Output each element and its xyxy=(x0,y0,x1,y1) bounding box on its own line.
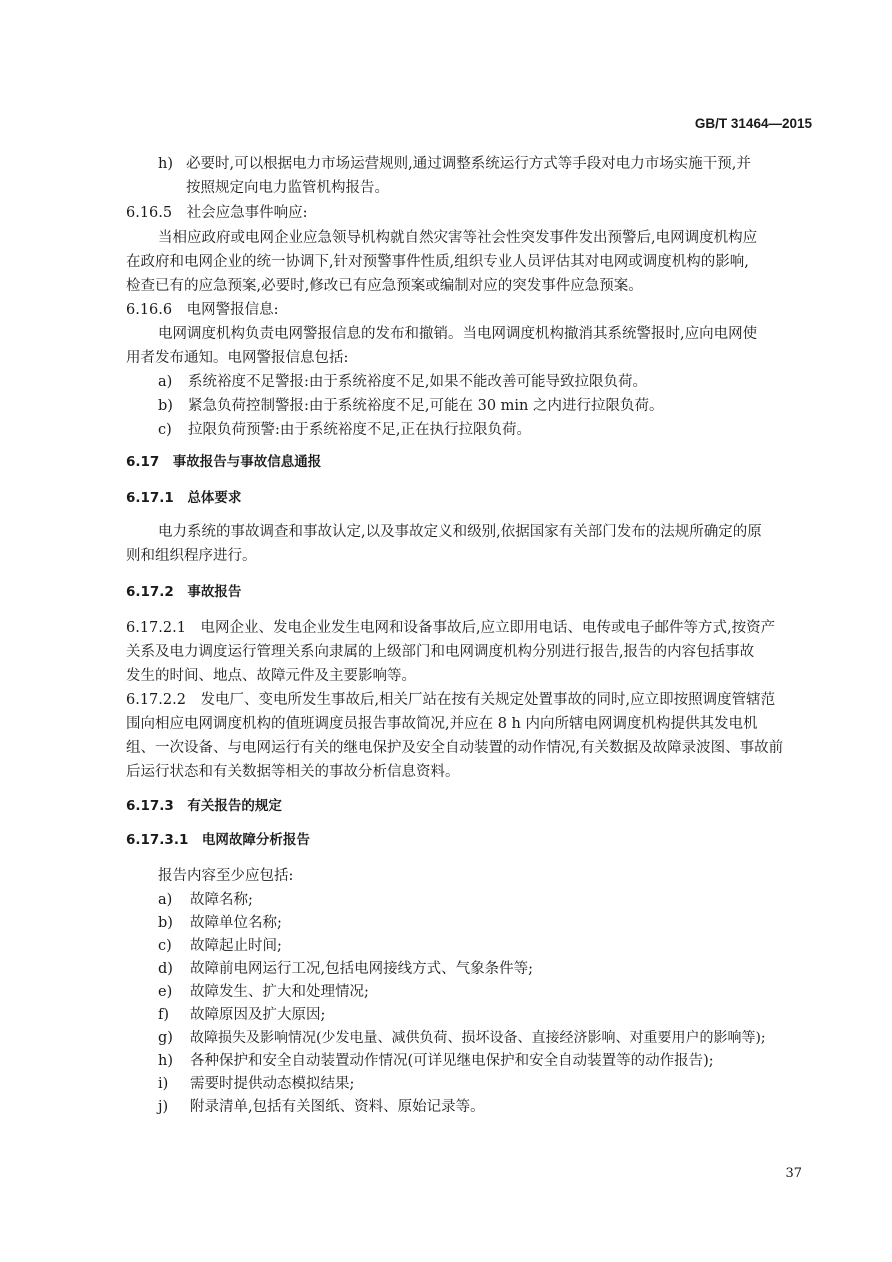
item-h-line2: 按照规定向电力监管机构报告。 xyxy=(186,180,389,196)
report-item-marker: j) xyxy=(158,1099,169,1115)
report-item-text: 故障损失及影响情况(少发电量、减供负荷、损坏设备、直接经济影响、对重要用户的影响等); xyxy=(190,1030,766,1046)
report-item-marker: i) xyxy=(158,1076,169,1092)
section-6-17-3-heading: 6.17.3 有关报告的规定 xyxy=(126,798,282,814)
report-item-text: 故障名称; xyxy=(190,892,253,908)
section-6-16-5-title: 6.16.5 社会应急事件响应: xyxy=(126,205,308,221)
alert-item-marker: c) xyxy=(158,422,172,438)
standard-number: GB/T 31464—2015 xyxy=(694,116,812,131)
report-item-marker: c) xyxy=(158,938,172,954)
section-6-16-6-title: 6.16.6 电网警报信息: xyxy=(126,302,279,318)
alert-item-text: 拉限负荷预警:由于系统裕度不足,正在执行拉限负荷。 xyxy=(188,422,531,438)
report-item-text: 附录清单,包括有关图纸、资料、原始记录等。 xyxy=(190,1099,485,1115)
report-item-marker: b) xyxy=(158,915,173,931)
report-item-text: 故障单位名称; xyxy=(190,915,282,931)
page-number: 37 xyxy=(785,1166,802,1181)
section-6-17-1-para-line1: 电力系统的事故调查和事故认定,以及事故定义和级别,依据国家有关部门发布的法规所确定的原 xyxy=(158,524,762,540)
section-6-17-2-2-line3: 组、一次设备、与电网运行有关的继电保护及安全自动装置的动作情况,有关数据及故障录波图、事故前 xyxy=(126,740,784,756)
section-6-17-2-1-line1: 6.17.2.1 电网企业、发电企业发生电网和设备事故后,应立即用电话、电传或电子邮件等方式,按资产 xyxy=(126,620,776,636)
section-6-16-5-para-line1: 当相应政府或电网企业应急领导机构就自然灾害等社会性突发事件发出预警后,电网调度机构应 xyxy=(158,230,758,246)
alert-item-text: 系统裕度不足警报:由于系统裕度不足,如果不能改善可能导致拉限负荷。 xyxy=(188,374,647,390)
section-6-17-heading: 6.17 事故报告与事故信息通报 xyxy=(126,454,322,470)
report-intro: 报告内容至少应包括: xyxy=(158,868,294,884)
report-item-marker: e) xyxy=(158,984,173,1000)
report-item-text: 需要时提供动态模拟结果; xyxy=(190,1076,355,1092)
alert-item-marker: b) xyxy=(158,398,173,414)
section-6-16-5-para-line3: 检查已有的应急预案,必要时,修改已有应急预案或编制对应的突发事件应急预案。 xyxy=(126,278,643,294)
alert-item-text: 紧急负荷控制警报:由于系统裕度不足,可能在 30 min 之内进行拉限负荷。 xyxy=(188,398,664,414)
section-6-17-2-1-line3: 发生的时间、地点、故障元件及主要影响等。 xyxy=(126,668,416,684)
report-item-text: 故障发生、扩大和处理情况; xyxy=(190,984,369,1000)
report-item-marker: f) xyxy=(158,1007,170,1023)
section-6-17-2-heading: 6.17.2 事故报告 xyxy=(126,584,242,600)
report-item-text: 故障前电网运行工况,包括电网接线方式、气象条件等; xyxy=(190,961,533,977)
item-h-line1: 必要时,可以根据电力市场运营规则,通过调整系统运行方式等手段对电力市场实施干预,并 xyxy=(186,156,751,172)
report-item-text: 故障原因及扩大原因; xyxy=(190,1007,326,1023)
section-6-17-2-1-line2: 关系及电力调度运行管理关系向隶属的上级部门和电网调度机构分别进行报告,报告的内容包括事故 xyxy=(126,644,755,660)
report-item-text: 各种保护和安全自动装置动作情况(可详见继电保护和安全自动装置等的动作报告); xyxy=(190,1053,714,1069)
section-6-17-3-1-heading: 6.17.3.1 电网故障分析报告 xyxy=(126,832,310,848)
section-6-16-5-para-line2: 在政府和电网企业的统一协调下,针对预警事件性质,组织专业人员评估其对电网或调度机构的影响, xyxy=(126,254,749,270)
report-item-marker: g) xyxy=(158,1030,173,1046)
report-item-marker: a) xyxy=(158,892,173,908)
section-6-17-2-2-line2: 围向相应电网调度机构的值班调度员报告事故简况,并应在 8 h 内向所辖电网调度机构提供其发电机 xyxy=(126,716,758,732)
section-6-17-1-para-line2: 则和组织程序进行。 xyxy=(126,548,257,564)
item-h-marker: h) xyxy=(158,156,173,172)
alert-item-marker: a) xyxy=(158,374,173,390)
report-item-text: 故障起止时间; xyxy=(190,938,282,954)
report-item-marker: h) xyxy=(158,1053,173,1069)
section-6-17-1-heading: 6.17.1 总体要求 xyxy=(126,490,242,506)
section-6-17-2-2-line1: 6.17.2.2 发电厂、变电所发生事故后,相关厂站在按有关规定处置事故的同时,应立即按照调度管辖范 xyxy=(126,692,776,708)
section-6-16-6-para-line1: 电网调度机构负责电网警报信息的发布和撤销。当电网调度机构撤消其系统警报时,应向电网使 xyxy=(158,326,758,342)
section-6-17-2-2-line4: 后运行状态和有关数据等相关的事故分析信息资料。 xyxy=(126,764,460,780)
report-item-marker: d) xyxy=(158,961,173,977)
section-6-16-6-para-line2: 用者发布通知。电网警报信息包括: xyxy=(126,350,349,366)
